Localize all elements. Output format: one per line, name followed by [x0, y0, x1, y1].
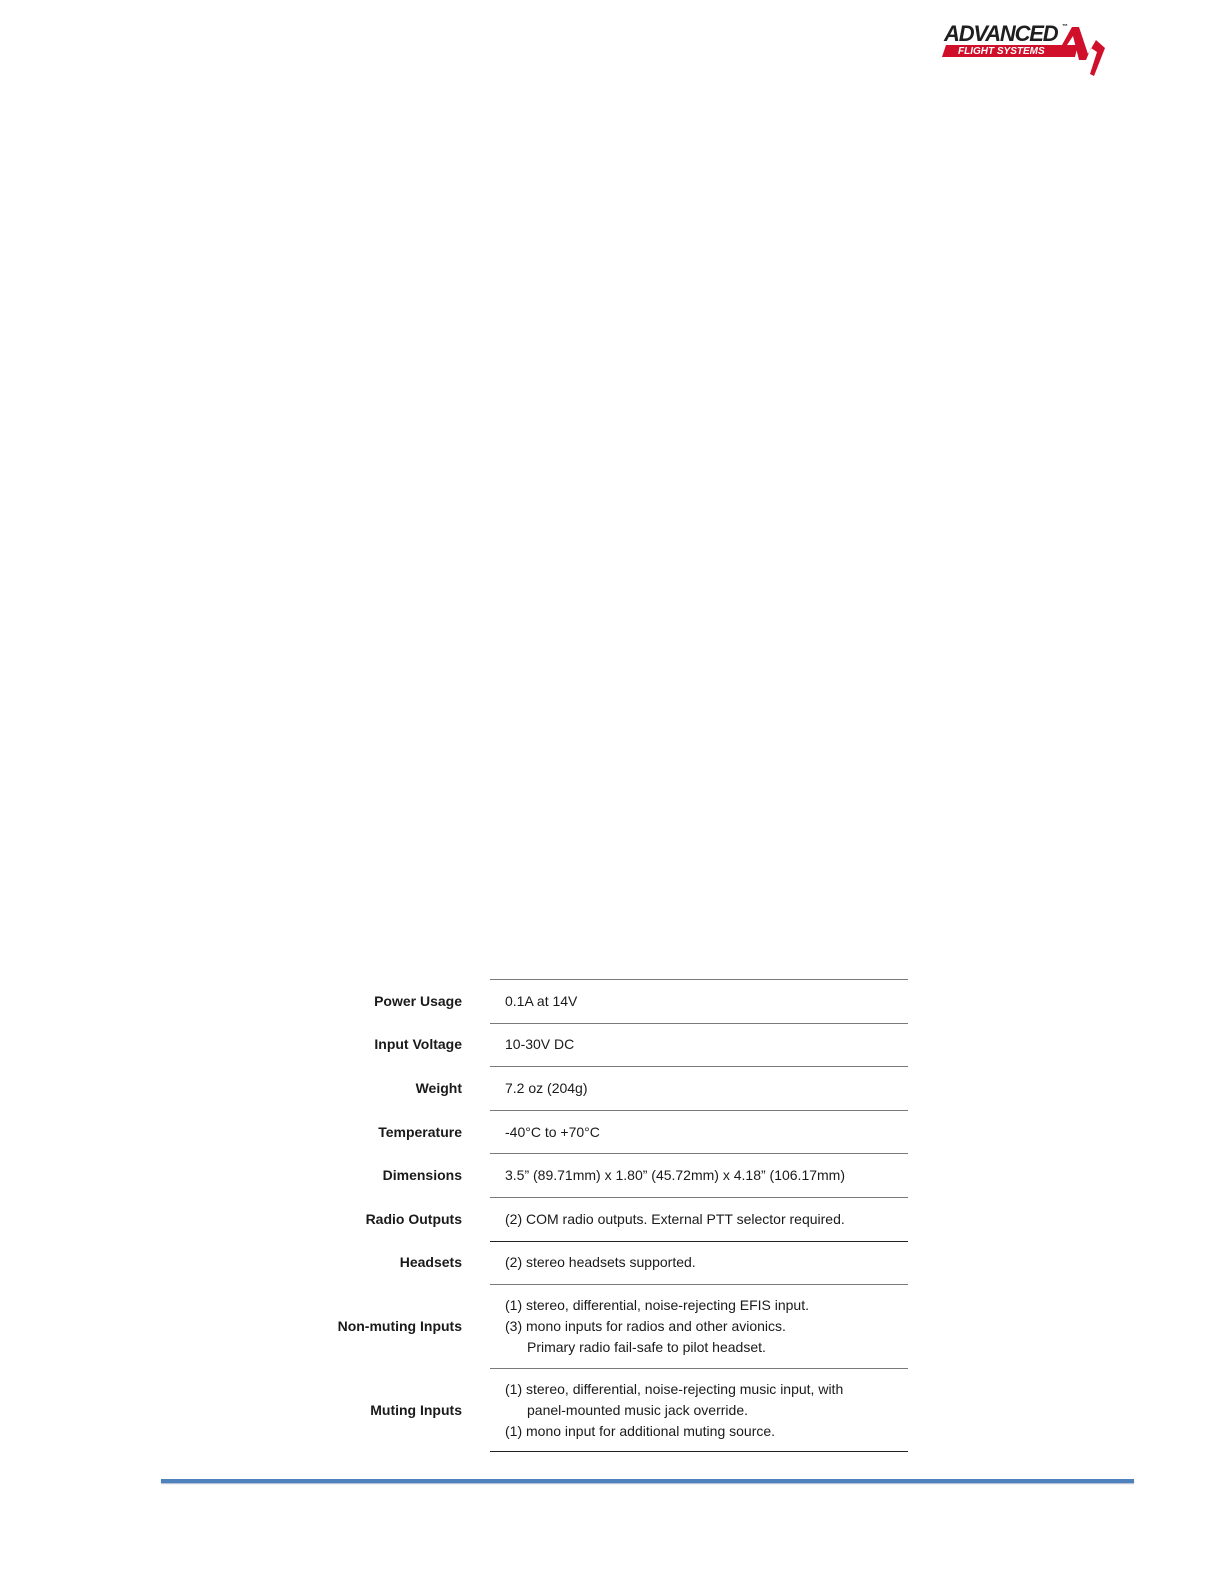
spec-value — [490, 1197, 908, 1241]
spec-row-temperature — [300, 1110, 908, 1154]
spec-label: Dimensions — [382, 1167, 462, 1184]
spec-row-muting-inputs — [300, 1368, 908, 1452]
spec-value-line: 3.5” (89.71mm) x 1.80” (45.72mm) x 4.18” (106.17mm) — [505, 1167, 846, 1184]
spec-row-weight — [300, 1066, 908, 1110]
spec-value — [490, 1023, 908, 1067]
spec-value-line: (1) mono input for additional muting source. — [505, 1422, 776, 1439]
spec-label: Headsets — [399, 1254, 462, 1271]
logo-subtitle: FLIGHT SYSTEMS — [958, 46, 1045, 57]
spec-value — [490, 1284, 908, 1368]
spec-label: Weight — [415, 1079, 462, 1096]
company-logo — [936, 22, 1112, 80]
spec-value-line: (1) stereo, differential, noise-rejecting EFIS input. — [505, 1297, 810, 1314]
spec-value-line: 7.2 oz (204g) — [505, 1079, 588, 1096]
spec-value — [490, 1066, 908, 1110]
spec-row-power-usage — [300, 979, 908, 1023]
spec-value — [490, 1153, 908, 1197]
spec-row-headsets — [300, 1241, 908, 1285]
spec-value — [490, 1368, 908, 1452]
footer-rule — [161, 1479, 1134, 1483]
spec-value-line: 10-30V DC — [505, 1036, 575, 1053]
spec-value-line: Primary radio fail-safe to pilot headset. — [527, 1339, 766, 1356]
spec-value — [490, 1241, 908, 1285]
spec-label: Input Voltage — [374, 1036, 462, 1053]
spec-value-line: (2) COM radio outputs. External PTT selector required. — [505, 1210, 845, 1227]
specifications-table — [300, 979, 908, 1452]
spec-value-line: -40°C to +70°C — [505, 1123, 600, 1140]
spec-value — [490, 979, 908, 1023]
spec-label: Temperature — [378, 1123, 462, 1140]
spec-value-line: (2) stereo headsets supported. — [505, 1254, 696, 1271]
spec-row-radio-outputs — [300, 1197, 908, 1241]
spec-value — [490, 1110, 908, 1154]
spec-label: Radio Outputs — [365, 1210, 462, 1227]
spec-value-line: panel-mounted music jack override. — [527, 1401, 748, 1418]
spec-value-line: (1) stereo, differential, noise-rejecting music input, with — [505, 1380, 844, 1397]
spec-value-line: 0.1A at 14V — [505, 992, 578, 1009]
logo-wordmark: ADVANCED — [944, 21, 1058, 46]
spec-row-input-voltage — [300, 1023, 908, 1067]
spec-label: Muting Inputs — [370, 1402, 462, 1419]
spec-value-line: (3) mono inputs for radios and other avionics. — [505, 1318, 786, 1335]
spec-label: Power Usage — [374, 992, 462, 1009]
spec-label: Non-muting Inputs — [337, 1318, 462, 1335]
spec-row-non-muting-inputs — [300, 1284, 908, 1368]
logo-trademark: ™ — [1062, 24, 1068, 30]
spec-row-dimensions — [300, 1153, 908, 1197]
